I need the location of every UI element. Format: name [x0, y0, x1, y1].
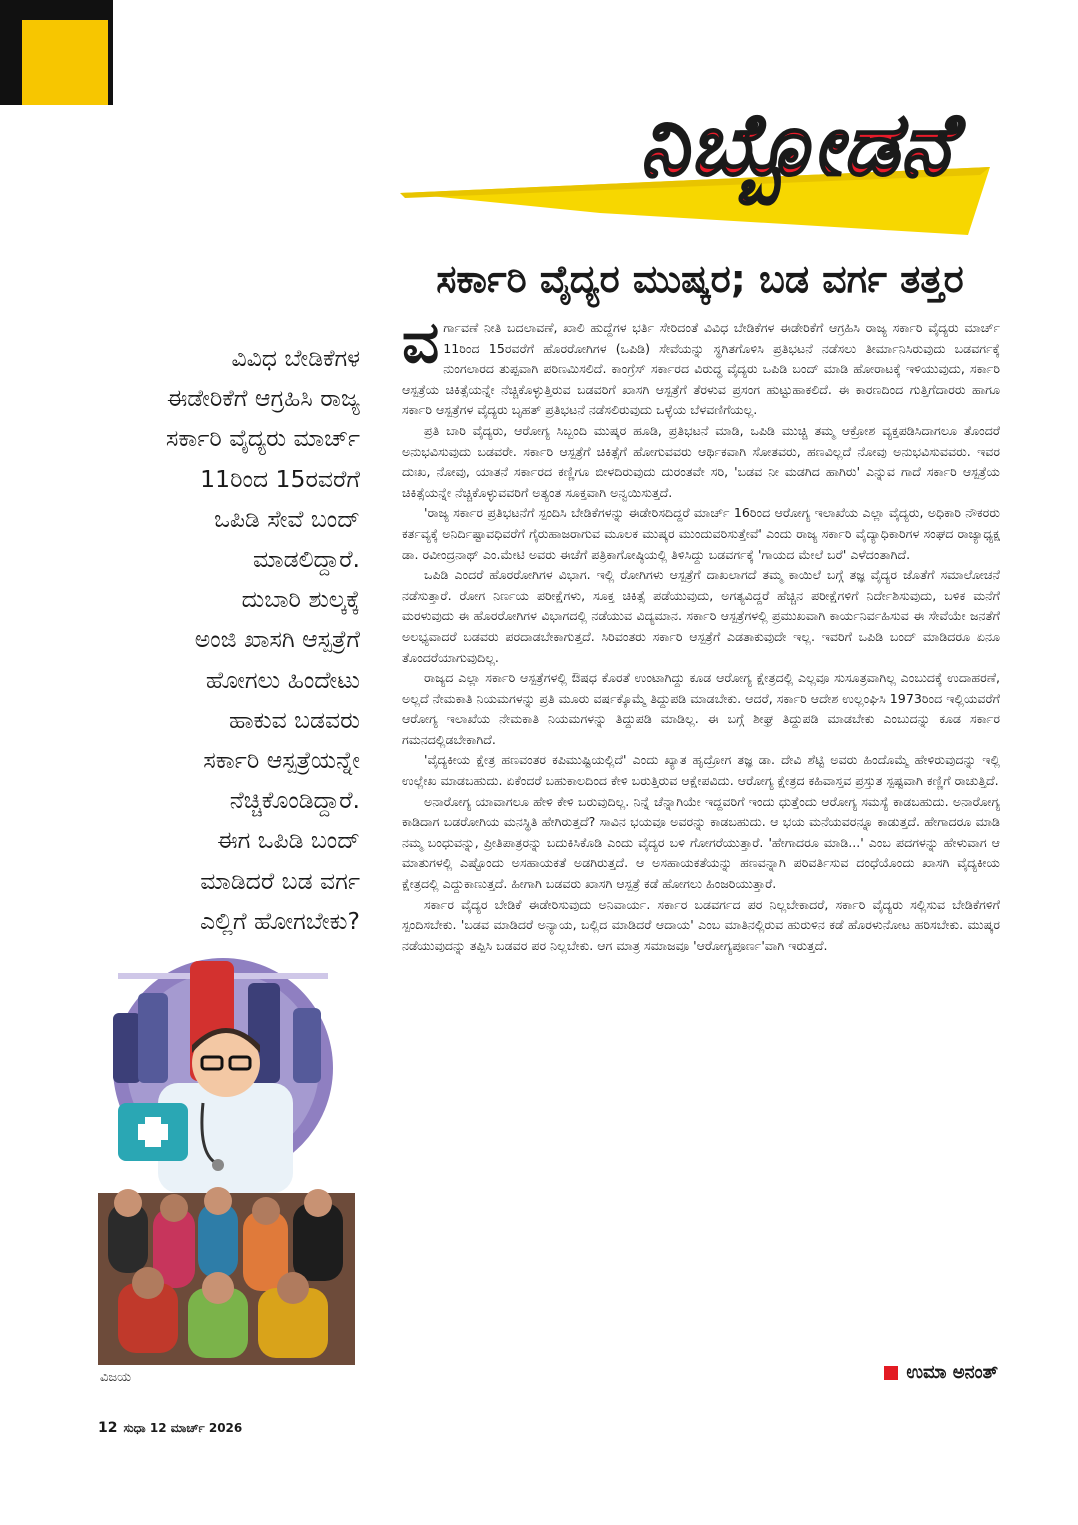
article-paragraph: ಒಪಿಡಿ ಎಂದರೆ ಹೊರರೋಗಿಗಳ ವಿಭಾಗ. ಇಲ್ಲಿ ರೋಗಿಗಳು ಆಸ್ಪತ್ರೆಗೆ ದಾಖಲಾಗದೆ ತಮ್ಮ ಕಾಯಿಲೆ ಬಗ್ಗೆ ತಜ್ಞ ವೈದ್ಯರ ಜೊತೆಗೆ ಸಮಾಲೋಚನೆ ನಡೆಸುತ್ತಾರೆ. ರೋಗ ನಿರ್ಣಯ ಪರೀಕ್ಷೆಗಳು, ಸೂಕ್ತ ಚಿಕಿತ್ಸೆ ಪಡೆಯುವುದು, ಅಗತ್ಯವಿದ್ದರೆ ಹೆಚ್ಚಿನ ಪರೀಕ್ಷೆಗಳಿಗೆ ನಿರ್ದೇಶಿಸುವುದು, ಬಳಿಕ ಮನೆಗೆ ಮರಳುವುದು ಈ ಹೊರರೋಗಿಗಳ ವಿಭಾಗದಲ್ಲಿ ನಡೆಯುವ ವಿದ್ಯಮಾನ. ಸರ್ಕಾರಿ ಆಸ್ಪತ್ರೆಗಳಲ್ಲಿ ಪ್ರಮುಖವಾಗಿ ಕಾರ್ಯನಿರ್ವಹಿಸುವ ಈ ಸೇವೆಯೇ ಜನತೆಗೆ ಅಲಭ್ಯವಾದರೆ ಬಡವರು ಪರದಾಡಬೇಕಾಗುತ್ತದೆ. ಸಿರಿವಂತರು ಸರ್ಕಾರಿ ಆಸ್ಪತ್ರೆಗೆ ಎಡತಾಕುವುದೇ ಇಲ್ಲ. ಇವರಿಗೆ ಒಪಿಡಿ ಬಂದ್ ಮಾಡಿದರೂ ಏನೂ ತೊಂದರೆಯಾಗುವುದಿಲ್ಲ.	[402, 567, 1000, 665]
pull-quote-line: ನೆಚ್ಚಿಕೊಂಡಿದ್ದಾರೆ.	[229, 786, 360, 815]
pull-quote-line: 11ರಿಂದ 15ರವರೆಗೆ	[200, 464, 360, 493]
article-paragraph: 'ವೈದ್ಯಕೀಯ ಕ್ಷೇತ್ರ ಹಣವಂತರ ಕಪಿಮುಷ್ಟಿಯಲ್ಲಿದೆ' ಎಂದು ಖ್ಯಾತ ಹೃದ್ರೋಗ ತಜ್ಞ ಡಾ. ದೇವಿ ಶೆಟ್ಟಿ ಅವರು ಹಿಂದೊಮ್ಮೆ ಹೇಳಿರುವುದನ್ನು ಇಲ್ಲಿ ಉಲ್ಲೇಖ ಮಾಡಬಹುದು. ಏಕೆಂದರೆ ಬಹುಕಾಲದಿಂದ ಕೇಳಿ ಬರುತ್ತಿರುವ ಆಕ್ಷೇಪವಿದು. ಆರೋಗ್ಯ ಕ್ಷೇತ್ರದ ಕಹಿವಾಸ್ತವ ಪ್ರಸ್ತುತ ಸ್ಪಷ್ಟವಾಗಿ ಕಣ್ಣಿಗೆ ರಾಚುತ್ತಿದೆ.	[402, 752, 1000, 789]
byline-square-icon	[884, 1366, 898, 1380]
pull-quote-line: ಎಲ್ಲಿಗೆ ಹೋಗಬೇಕು?	[200, 906, 360, 935]
doctor-illustration	[98, 953, 355, 1365]
page-footer	[98, 1420, 242, 1436]
pull-quote-line: ಅಂಜಿ ಖಾಸಗಿ ಆಸ್ಪತ್ರೆಗೆ	[194, 625, 360, 654]
issue-line: ಸುಧಾ 12 ಮಾರ್ಚ್ 2026	[123, 1421, 243, 1435]
pull-quote	[60, 338, 360, 941]
article-paragraph: ಸರ್ಕಾರ ವೈದ್ಯರ ಬೇಡಿಕೆ ಈಡೇರಿಸುವುದು ಅನಿವಾರ್ಯ. ಸರ್ಕಾರ ಬಡವರ್ಗದ ಪರ ನಿಲ್ಲಬೇಕಾದರೆ, ಸರ್ಕಾರಿ ವೈದ್ಯರು ಸಲ್ಲಿಸುವ ಬೇಡಿಕೆಗಳಿಗೆ ಸ್ಪಂದಿಸಬೇಕು. 'ಬಡವ ಮಾಡಿದರೆ ಅನ್ಯಾಯ, ಬಲ್ಲಿದ ಮಾಡಿದರೆ ಆದಾಯ' ಎಂಬ ಮಾತಿನಲ್ಲಿರುವ ಹುರುಳಿನ ಕಡೆ ಹೊರಳುನೋಟ ಹರಿಸಬೇಕು. ಮುಷ್ಕರ ನಡೆಯುವುದನ್ನು ತಪ್ಪಿಸಿ ಬಡವರ ಪರ ನಿಲ್ಲಬೇಕು. ಆಗ ಮಾತ್ರ ಸಮಾಜವೂ 'ಆರೋಗ್ಯಪೂರ್ಣ'ವಾಗಿ ಇರುತ್ತದೆ.	[402, 896, 1000, 953]
drop-cap: ವ	[402, 308, 440, 376]
pull-quote-line: ಒಪಿಡಿ ಸೇವೆ ಬಂದ್	[214, 504, 360, 533]
pull-quote-line: ಈಡೇರಿಕೆಗೆ ಆಗ್ರಹಿಸಿ ರಾಜ್ಯ	[166, 384, 360, 413]
author-name: ಉಮಾ ಅನಂತ್	[906, 1362, 998, 1383]
pull-quote-line: ಹಾಕುವ ಬಡವರು	[228, 705, 360, 734]
pull-quote-line: ಸರ್ಕಾರಿ ಆಸ್ಪತ್ರೆಯನ್ನೇ	[203, 746, 360, 775]
pull-quote-line: ಸರ್ಕಾರಿ ವೈದ್ಯರು ಮಾರ್ಚ್	[165, 424, 360, 453]
pull-quote-line: ಮಾಡಲಿದ್ದಾರೆ.	[252, 545, 360, 574]
article-paragraph	[402, 308, 1000, 421]
pull-quote-line: ಹೋಗಲು ಹಿಂದೇಟು	[205, 665, 360, 694]
article-body	[402, 308, 1000, 956]
first-paragraph-text: ರ್ಗಾವಣೆ ನೀತಿ ಬದಲಾವಣೆ, ಖಾಲಿ ಹುದ್ದೆಗಳ ಭರ್ತಿ ಸೇರಿದಂತೆ ವಿವಿಧ ಬೇಡಿಕೆಗಳ ಈಡೇರಿಕೆಗೆ ಆಗ್ರಹಿಸಿ ರಾಜ್ಯ ಸರ್ಕಾರಿ ವೈದ್ಯರು ಮಾರ್ಚ್ 11ರಿಂದ 15ರವರೆಗೆ ಹೊರರೋಗಿಗಳ (ಒಪಿಡಿ) ಸೇವೆಯನ್ನು ಸ್ಥಗಿತಗೊಳಿಸಿ ಪ್ರತಿಭಟನೆ ನಡೆಸಲು ತೀರ್ಮಾನಿಸಿರುವುದು ಬಡವರ್ಗಕ್ಕೆ ನುಂಗಲಾರದ ತುಪ್ಪವಾಗಿ ಪರಿಣಮಿಸಲಿದೆ. ಕಾಂಗ್ರೆಸ್ ಸರ್ಕಾರದ ವಿರುದ್ಧ ವೈದ್ಯರು ಒಪಿಡಿ ಬಂದ್ ಮಾಡಿ ಹೋರಾಟಕ್ಕೆ ಇಳಿಯುವುದು, ಸರ್ಕಾರಿ ಆಸ್ಪತ್ರೆಯ ಚಿಕಿತ್ಸೆಯನ್ನೇ ನೆಚ್ಚಿಕೊಳ್ಳುತ್ತಿರುವ ಬಡವರಿಗೆ ಖಾಸಗಿ ಆಸ್ಪತ್ರೆಗೆ ತೆರಳುವ ಪ್ರಸಂಗ ಹುಟ್ಟುಹಾಕಲಿದೆ. ಈ ಕಾರಣದಿಂದ ಗುತ್ತಿಗೆದಾರರು ಹಾಗೂ ಸರ್ಕಾರಿ ಆಸ್ಪತ್ರೆಗಳ ವೈದ್ಯರು ಬೃಹತ್ ಪ್ರತಿಭಟನೆ ನಡೆಸಲಿರುವುದು ಒಳ್ಳೆಯ ಬೆಳವಣಿಗೆಯಲ್ಲ.	[402, 320, 1000, 418]
photo-credit: ವಿಜಯ	[100, 1370, 132, 1385]
pull-quote-line: ದುಬಾರಿ ಶುಲ್ಕಕ್ಕೆ	[241, 585, 360, 614]
author-byline	[884, 1362, 998, 1383]
headline: ಸರ್ಕಾರಿ ವೈದ್ಯರ ಮುಷ್ಕರ; ಬಡ ವರ್ಗ ತತ್ತರ	[436, 257, 964, 301]
article-paragraph: ರಾಜ್ಯದ ಎಲ್ಲಾ ಸರ್ಕಾರಿ ಆಸ್ಪತ್ರೆಗಳಲ್ಲಿ ಔಷಧ ಕೊರತೆ ಉಂಟಾಗಿದ್ದು ಕೂಡ ಆರೋಗ್ಯ ಕ್ಷೇತ್ರದಲ್ಲಿ ಎಲ್ಲವೂ ಸುಸೂತ್ರವಾಗಿಲ್ಲ ಎಂಬುದಕ್ಕೆ ಉದಾಹರಣೆ, ಅಲ್ಲದೆ ನೇಮಕಾತಿ ನಿಯಮಗಳನ್ನು ಪ್ರತಿ ಮೂರು ವರ್ಷಕ್ಕೊಮ್ಮೆ ತಿದ್ದುಪಡಿ ಮಾಡಬೇಕು. ಆದರೆ, ಸರ್ಕಾರಿ ಆದೇಶ ಉಲ್ಲಂಘಿಸಿ 1973ರಿಂದ ಇಲ್ಲಿಯವರೆಗೆ ಆರೋಗ್ಯ ಇಲಾಖೆಯ ನೇಮಕಾತಿ ನಿಯಮಗಳನ್ನು ತಿದ್ದುಪಡಿ ಮಾಡಿಲ್ಲ. ಈ ಬಗ್ಗೆ ಶೀಘ್ರ ತಿದ್ದುಪಡಿ ಮಾಡಬೇಕು ಎಂಬುದನ್ನು ಕೂಡ ಸರ್ಕಾರ ಗಮನದಲ್ಲಿಡಬೇಕಾಗಿದೆ.	[402, 670, 1000, 747]
masthead-title: ನಿಬ್ಬೋಡನೆ	[640, 95, 954, 195]
article-paragraph: 'ರಾಜ್ಯ ಸರ್ಕಾರ ಪ್ರತಿಭಟನೆಗೆ ಸ್ಪಂದಿಸಿ ಬೇಡಿಕೆಗಳನ್ನು ಈಡೇರಿಸದಿದ್ದರೆ ಮಾರ್ಚ್ 16ರಿಂದ ಆರೋಗ್ಯ ಇಲಾಖೆಯ ಎಲ್ಲಾ ವೈದ್ಯರು, ಅಧಿಕಾರಿ ನೌಕರರು ಕರ್ತವ್ಯಕ್ಕೆ ಅನಿರ್ದಿಷ್ಟಾವಧಿವರೆಗೆ ಗೈರುಹಾಜರಾಗುವ ಮೂಲಕ ಮುಷ್ಕರ ಮುಂದುವರಿಸುತ್ತೇವೆ' ಎಂದು ರಾಜ್ಯ ಸರ್ಕಾರಿ ವೈದ್ಯಾಧಿಕಾರಿಗಳ ಸಂಘದ ರಾಜ್ಯಾಧ್ಯಕ್ಷ ಡಾ. ರವೀಂದ್ರನಾಥ್ ಎಂ.ಮೇಟಿ ಅವರು ಈಚೆಗೆ ಪತ್ರಿಕಾಗೋಷ್ಠಿಯಲ್ಲಿ ತಿಳಿಸಿದ್ದು ಬಡವರ್ಗಕ್ಕೆ 'ಗಾಯದ ಮೇಲೆ ಬರೆ' ಎಳೆದಂತಾಗಿದೆ.	[402, 505, 1000, 562]
pull-quote-line: ವಿವಿಧ ಬೇಡಿಕೆಗಳ	[231, 344, 360, 372]
article-paragraph: ಅನಾರೋಗ್ಯ ಯಾವಾಗಲೂ ಹೇಳಿ ಕೇಳಿ ಬರುವುದಿಲ್ಲ. ನಿನ್ನೆ ಚೆನ್ನಾಗಿಯೇ ಇದ್ದವರಿಗೆ ಇಂದು ಧುತ್ತೆಂದು ಆರೋಗ್ಯ ಸಮಸ್ಯೆ ಕಾಡಬಹುದು. ಅನಾರೋಗ್ಯ ಕಾಡಿದಾಗ ಬಡರೋಗಿಯ ಮನಸ್ಥಿತಿ ಹೇಗಿರುತ್ತದೆ? ಸಾವಿನ ಭಯವೂ ಅವರನ್ನು ಕಾಡಬಹುದು. ಆ ಭಯ ಮನೆಯವರನ್ನೂ ಕಾಡುತ್ತದೆ. ಹೇಗಾದರೂ ಮಾಡಿ ನಮ್ಮ ಬಂಧುವನ್ನು, ಪ್ರೀತಿಪಾತ್ರರನ್ನು ಬದುಕಿಸಿಕೊಡಿ ಎಂದು ವೈದ್ಯರ ಬಳಿ ಗೋಗರೆಯುತ್ತಾರೆ. 'ಹೇಗಾದರೂ ಮಾಡಿ...' ಎಂಬ ಪದಗಳನ್ನು ಹೇಳುವಾಗ ಆ ಮಾತುಗಳಲ್ಲಿ ಎಷ್ಟೊಂದು ಅಸಹಾಯಕತೆ ಅಡಗಿರುತ್ತದೆ. ಆ ಅಸಹಾಯಕತೆಯನ್ನು ಹಣವನ್ನಾಗಿ ಪರಿವರ್ತಿಸುವ ದಂಧೆಯೊಂದು ಖಾಸಗಿ ವೈದ್ಯಕೀಯ ಕ್ಷೇತ್ರದಲ್ಲಿ ಎದ್ದುಕಾಣುತ್ತದೆ. ಹೀಗಾಗಿ ಬಡವರು ಖಾಸಗಿ ಆಸ್ಪತ್ರೆ ಕಡೆ ಹೋಗಲು ಹಿಂಜರಿಯುತ್ತಾರೆ.	[402, 793, 1000, 892]
pull-quote-line: ಈಗ ಒಪಿಡಿ ಬಂದ್	[217, 826, 360, 855]
pull-quote-line: ಮಾಡಿದರೆ ಬಡ ವರ್ಗ	[200, 866, 360, 895]
corner-yellow-block	[22, 20, 108, 105]
page-number: 12	[98, 1420, 118, 1436]
article-paragraph: ಪ್ರತಿ ಬಾರಿ ವೈದ್ಯರು, ಆರೋಗ್ಯ ಸಿಬ್ಬಂದಿ ಮುಷ್ಕರ ಹೂಡಿ, ಪ್ರತಿಭಟನೆ ಮಾಡಿ, ಒಪಿಡಿ ಮುಚ್ಚಿ ತಮ್ಮ ಆಕ್ರೋಶ ವ್ಯಕ್ತಪಡಿಸಿದಾಗಲೂ ತೊಂದರೆ ಅನುಭವಿಸುವುದು ಬಡವರೇ. ಸರ್ಕಾರಿ ಆಸ್ಪತ್ರೆಗೆ ಚಿಕಿತ್ಸೆಗೆ ಹೋಗುವವರು ಆರ್ಥಿಕವಾಗಿ ಸೋತವರು, ಹಣವಿಲ್ಲದೆ ನೋವು ಅನುಭವಿಸುವವರು. ಇವರ ದುಃಖ, ನೋವು, ಯಾತನೆ ಸರ್ಕಾರದ ಕಣ್ಣಿಗೂ ಬೀಳದಿರುವುದು ದುರಂತವೇ ಸರಿ, 'ಬಡವ ನೀ ಮಡಗಿದ ಹಾಗಿರು' ಎನ್ನುವ ಗಾದೆ ಸರ್ಕಾರಿ ಆಸ್ಪತ್ರೆಯ ಚಿಕಿತ್ಸೆಯನ್ನೇ ನೆಚ್ಚಿಕೊಳ್ಳುವವರಿಗೆ ಅತ್ಯಂತ ಸೂಕ್ತವಾಗಿ ಅನ್ವಯಿಸುತ್ತದೆ.	[402, 422, 1000, 500]
section-masthead	[400, 95, 1000, 255]
